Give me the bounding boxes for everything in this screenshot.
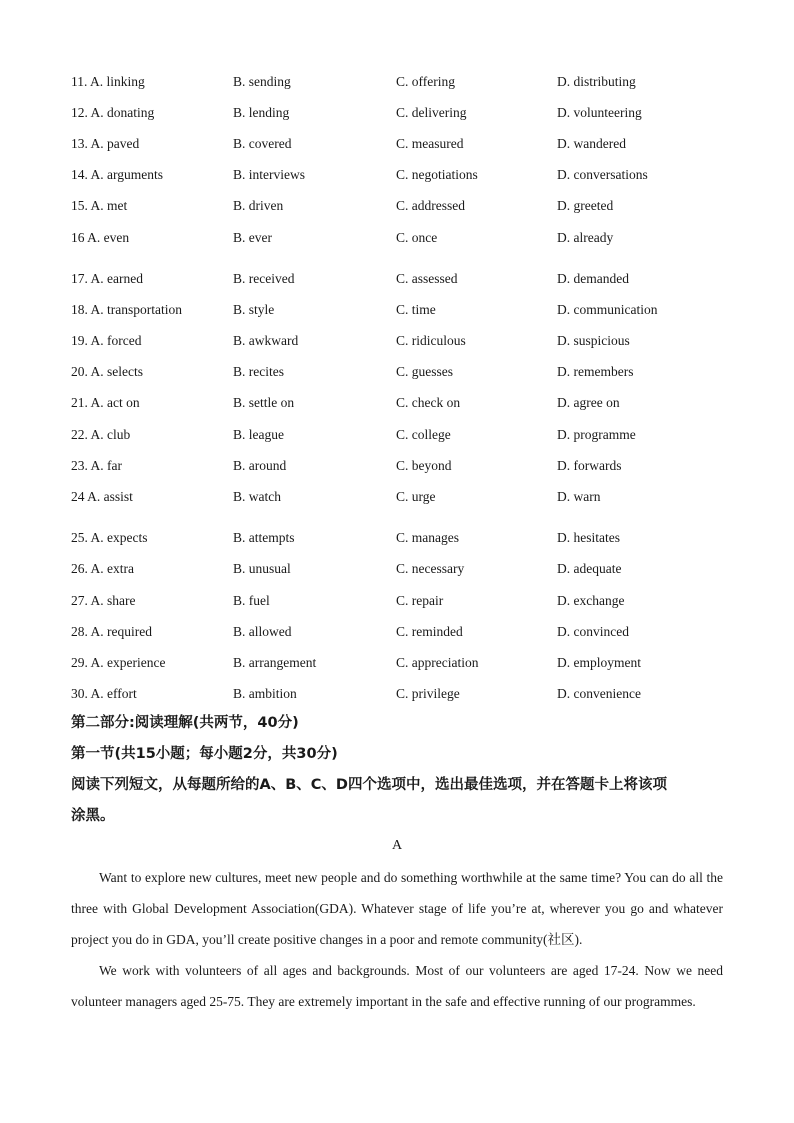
option-c: C. urge bbox=[396, 489, 436, 505]
option-d-text: programme bbox=[573, 426, 636, 442]
question-row bbox=[71, 191, 731, 222]
question-number: 26. A. bbox=[71, 561, 104, 577]
option-d: D. exchange bbox=[557, 592, 625, 608]
question-options-list bbox=[71, 66, 731, 710]
option-c: C. check on bbox=[396, 395, 461, 411]
option-b: B. received bbox=[233, 270, 295, 286]
option-a bbox=[71, 489, 233, 505]
option-a-text: met bbox=[107, 198, 128, 214]
option-b-text: ever bbox=[248, 229, 272, 245]
question-row bbox=[71, 523, 731, 554]
option-a bbox=[71, 395, 233, 411]
option-b: B. fuel bbox=[233, 592, 270, 608]
option-d: D. adequate bbox=[557, 561, 622, 577]
question-number: 29. A. bbox=[71, 654, 104, 670]
question-row bbox=[71, 585, 731, 616]
question-number: 14. A. bbox=[71, 167, 104, 183]
question-row bbox=[71, 263, 731, 294]
option-a bbox=[71, 364, 233, 380]
passage-letter: A bbox=[391, 838, 403, 853]
option-b: B. allowed bbox=[233, 623, 292, 639]
option-b-text: arrangement bbox=[248, 654, 317, 670]
option-d: D. distributing bbox=[557, 73, 636, 89]
option-d: D. wandered bbox=[557, 135, 626, 151]
option-a-text: club bbox=[107, 426, 131, 442]
paragraph-1: Want to explore new cultures, meet new people and do something worthwhile at the same time? You can do all the three with Global Development Association(GDA). Whatever stage of life you’re at, wherever you go and whatever project you do in GDA, you’ll create positive changes in a poor and remote community(社区). bbox=[71, 870, 723, 948]
option-b-text: recites bbox=[248, 364, 284, 380]
option-b: B. awkward bbox=[233, 333, 299, 349]
option-d-text: exchange bbox=[573, 592, 625, 608]
option-c-text: appreciation bbox=[411, 654, 479, 670]
option-a bbox=[71, 458, 233, 474]
question-row bbox=[71, 679, 731, 710]
question-row bbox=[71, 419, 731, 450]
option-a-text: required bbox=[107, 623, 152, 639]
option-c-text: check on bbox=[411, 395, 461, 411]
option-a-text: forced bbox=[107, 333, 142, 349]
option-a-text: arguments bbox=[107, 167, 164, 183]
option-b-text: settle on bbox=[248, 395, 295, 411]
question-row bbox=[71, 450, 731, 481]
question-number: 15. A. bbox=[71, 198, 104, 214]
option-a bbox=[71, 561, 233, 577]
question-number: 23. A. bbox=[71, 457, 104, 473]
option-d: D. demanded bbox=[557, 270, 629, 286]
option-c-text: measured bbox=[411, 135, 464, 151]
option-d: D. convinced bbox=[557, 623, 629, 639]
option-b: B. ambition bbox=[233, 686, 297, 702]
option-d: D. programme bbox=[557, 426, 636, 442]
option-a bbox=[71, 593, 233, 609]
option-d-text: convinced bbox=[573, 623, 629, 639]
option-b: B. watch bbox=[233, 489, 281, 505]
option-a bbox=[71, 427, 233, 443]
option-c-text: urge bbox=[411, 489, 436, 505]
question-row bbox=[71, 128, 731, 159]
option-a-text: earned bbox=[107, 270, 143, 286]
option-a bbox=[71, 230, 233, 246]
section-part-heading: 第二部分:阅读理解(共两节，40分) bbox=[71, 715, 299, 731]
option-d: D. agree on bbox=[557, 395, 620, 411]
option-d: D. forwards bbox=[557, 457, 622, 473]
option-a-text: assist bbox=[103, 489, 133, 505]
option-a bbox=[71, 686, 233, 702]
option-d-text: employment bbox=[573, 654, 641, 670]
option-b: B. interviews bbox=[233, 167, 306, 183]
option-d: D. suspicious bbox=[557, 333, 630, 349]
option-d: D. communication bbox=[557, 301, 658, 317]
option-a-text: expects bbox=[107, 530, 148, 546]
option-c-text: delivering bbox=[411, 104, 467, 120]
option-b-text: league bbox=[248, 426, 284, 442]
option-c-text: guesses bbox=[411, 364, 454, 380]
option-b: B. style bbox=[233, 301, 275, 317]
option-b: B. league bbox=[233, 426, 284, 442]
question-row bbox=[71, 160, 731, 191]
option-c: C. guesses bbox=[396, 364, 454, 380]
option-d-text: warn bbox=[573, 489, 601, 505]
option-a bbox=[71, 655, 233, 671]
option-b: B. settle on bbox=[233, 395, 295, 411]
question-number: 20. A. bbox=[71, 364, 104, 380]
question-number: 19. A. bbox=[71, 333, 104, 349]
option-a-text: donating bbox=[107, 104, 155, 120]
option-a-text: even bbox=[103, 229, 130, 245]
option-c: C. ridiculous bbox=[396, 333, 466, 349]
option-c: C. appreciation bbox=[396, 654, 479, 670]
option-c-text: beyond bbox=[411, 457, 452, 473]
option-d: D. already bbox=[557, 229, 614, 245]
question-number: 12. A. bbox=[71, 104, 104, 120]
option-b-text: lending bbox=[248, 104, 290, 120]
option-d-text: wandered bbox=[573, 135, 626, 151]
option-d: D. hesitates bbox=[557, 530, 620, 546]
option-d-text: suspicious bbox=[573, 333, 630, 349]
question-row bbox=[71, 357, 731, 388]
instruction-line-2: 涂黑。 bbox=[71, 808, 115, 824]
option-d-text: remembers bbox=[573, 364, 634, 380]
option-c: C. college bbox=[396, 426, 451, 442]
question-row bbox=[71, 554, 731, 585]
question-row bbox=[71, 388, 731, 419]
question-row bbox=[71, 616, 731, 647]
option-a-text: far bbox=[107, 457, 122, 473]
question-row bbox=[71, 97, 731, 128]
question-row bbox=[71, 326, 731, 357]
option-c-text: once bbox=[411, 229, 438, 245]
option-c: C. offering bbox=[396, 73, 456, 89]
option-d-text: agree on bbox=[573, 395, 620, 411]
option-b-text: awkward bbox=[248, 333, 299, 349]
option-b-text: interviews bbox=[248, 167, 306, 183]
option-d-text: demanded bbox=[573, 270, 629, 286]
option-b-text: around bbox=[248, 457, 287, 473]
question-number: 30. A. bbox=[71, 686, 104, 702]
option-b: B. attempts bbox=[233, 530, 295, 546]
option-a bbox=[71, 624, 233, 640]
option-d-text: greeted bbox=[573, 198, 614, 214]
option-d-text: hesitates bbox=[573, 530, 620, 546]
option-d: D. conversations bbox=[557, 167, 648, 183]
option-c-text: reminded bbox=[411, 623, 463, 639]
option-b-text: ambition bbox=[248, 686, 297, 702]
option-c-text: addressed bbox=[411, 198, 465, 214]
question-number: 27. A. bbox=[71, 592, 104, 608]
question-number: 22. A. bbox=[71, 426, 104, 442]
question-row bbox=[71, 481, 731, 512]
option-d: D. greeted bbox=[557, 198, 614, 214]
option-a-text: act on bbox=[107, 395, 140, 411]
option-a-text: transportation bbox=[107, 301, 182, 317]
option-d-text: already bbox=[573, 229, 614, 245]
option-b-text: style bbox=[248, 301, 275, 317]
option-a-text: share bbox=[107, 592, 136, 608]
option-c-text: time bbox=[411, 301, 436, 317]
option-c-text: offering bbox=[411, 73, 456, 89]
option-b-text: fuel bbox=[248, 592, 270, 608]
option-a-text: linking bbox=[106, 73, 145, 89]
option-c: C. beyond bbox=[396, 457, 452, 473]
option-b-text: sending bbox=[248, 73, 291, 89]
option-b: B. arrangement bbox=[233, 654, 317, 670]
option-d: D. volunteering bbox=[557, 104, 642, 120]
option-d: D. employment bbox=[557, 654, 641, 670]
option-c-text: college bbox=[411, 426, 451, 442]
option-b: B. sending bbox=[233, 73, 291, 89]
option-b-text: unusual bbox=[248, 561, 291, 577]
option-d-text: volunteering bbox=[573, 104, 642, 120]
option-a bbox=[71, 271, 233, 287]
question-row bbox=[71, 66, 731, 97]
option-a bbox=[71, 74, 233, 90]
option-c: C. repair bbox=[396, 592, 444, 608]
option-a bbox=[71, 167, 233, 183]
option-b-text: attempts bbox=[248, 530, 295, 546]
question-number: 16 A. bbox=[71, 229, 101, 245]
section-one-heading: 第一节(共15小题；每小题2分，共30分) bbox=[71, 746, 338, 762]
option-c: C. assessed bbox=[396, 270, 458, 286]
question-number: 21. A. bbox=[71, 395, 104, 411]
option-a-text: experience bbox=[107, 654, 166, 670]
option-c: C. necessary bbox=[396, 561, 465, 577]
option-b: B. recites bbox=[233, 364, 284, 380]
question-row bbox=[71, 294, 731, 325]
option-c-text: negotiations bbox=[411, 167, 478, 183]
option-c-text: necessary bbox=[411, 561, 465, 577]
question-number: 13. A. bbox=[71, 135, 104, 151]
question-number: 11. A. bbox=[71, 73, 104, 89]
option-a bbox=[71, 105, 233, 121]
option-d-text: distributing bbox=[573, 73, 636, 89]
option-b: B. lending bbox=[233, 104, 290, 120]
option-c: C. manages bbox=[396, 530, 459, 546]
option-c-text: ridiculous bbox=[411, 333, 466, 349]
option-c: C. privilege bbox=[396, 686, 460, 702]
option-c: C. delivering bbox=[396, 104, 467, 120]
option-a-text: selects bbox=[107, 364, 144, 380]
option-c: C. reminded bbox=[396, 623, 463, 639]
question-number: 28. A. bbox=[71, 623, 104, 639]
option-d: D. remembers bbox=[557, 364, 634, 380]
option-d-text: forwards bbox=[573, 457, 622, 473]
option-b-text: watch bbox=[248, 489, 281, 505]
option-b: B. covered bbox=[233, 135, 292, 151]
question-row bbox=[71, 222, 731, 253]
instruction-line-1: 阅读下列短文，从每题所给的A、B、C、D四个选项中，选出最佳选项，并在答题卡上将该项 bbox=[71, 777, 667, 793]
option-b: B. around bbox=[233, 457, 287, 473]
option-a-text: extra bbox=[107, 561, 134, 577]
option-b-text: driven bbox=[248, 198, 284, 214]
option-b-text: allowed bbox=[248, 623, 292, 639]
option-d-text: convenience bbox=[573, 686, 641, 702]
option-a bbox=[71, 333, 233, 349]
option-b: B. ever bbox=[233, 229, 272, 245]
option-b-text: covered bbox=[248, 135, 292, 151]
option-c: C. time bbox=[396, 301, 436, 317]
option-c: C. negotiations bbox=[396, 167, 478, 183]
option-b: B. unusual bbox=[233, 561, 291, 577]
option-c: C. once bbox=[396, 229, 438, 245]
option-c: C. addressed bbox=[396, 198, 465, 214]
question-number: 24 A. bbox=[71, 489, 101, 505]
option-a-text: paved bbox=[107, 135, 140, 151]
option-a bbox=[71, 302, 233, 318]
option-c: C. measured bbox=[396, 135, 464, 151]
option-c-text: manages bbox=[411, 530, 459, 546]
option-a-text: effort bbox=[107, 686, 137, 702]
option-d-text: communication bbox=[573, 301, 658, 317]
option-d-text: adequate bbox=[573, 561, 622, 577]
option-b: B. driven bbox=[233, 198, 284, 214]
option-c-text: repair bbox=[411, 592, 444, 608]
option-a bbox=[71, 136, 233, 152]
option-b-text: received bbox=[248, 270, 295, 286]
paragraph-2: We work with volunteers of all ages and backgrounds. Most of our volunteers are aged 17-24. Now we need volunteer managers aged 25-75. They are extremely important in the safe and effective running of our programmes. bbox=[71, 963, 723, 1010]
question-number: 18. A. bbox=[71, 301, 104, 317]
question-number: 25. A. bbox=[71, 530, 104, 546]
option-d: D. convenience bbox=[557, 686, 641, 702]
option-d-text: conversations bbox=[573, 167, 648, 183]
option-a bbox=[71, 198, 233, 214]
option-c-text: assessed bbox=[411, 270, 458, 286]
question-row bbox=[71, 647, 731, 678]
option-d: D. warn bbox=[557, 489, 601, 505]
option-a bbox=[71, 530, 233, 546]
question-number: 17. A. bbox=[71, 270, 104, 286]
option-c-text: privilege bbox=[411, 686, 460, 702]
